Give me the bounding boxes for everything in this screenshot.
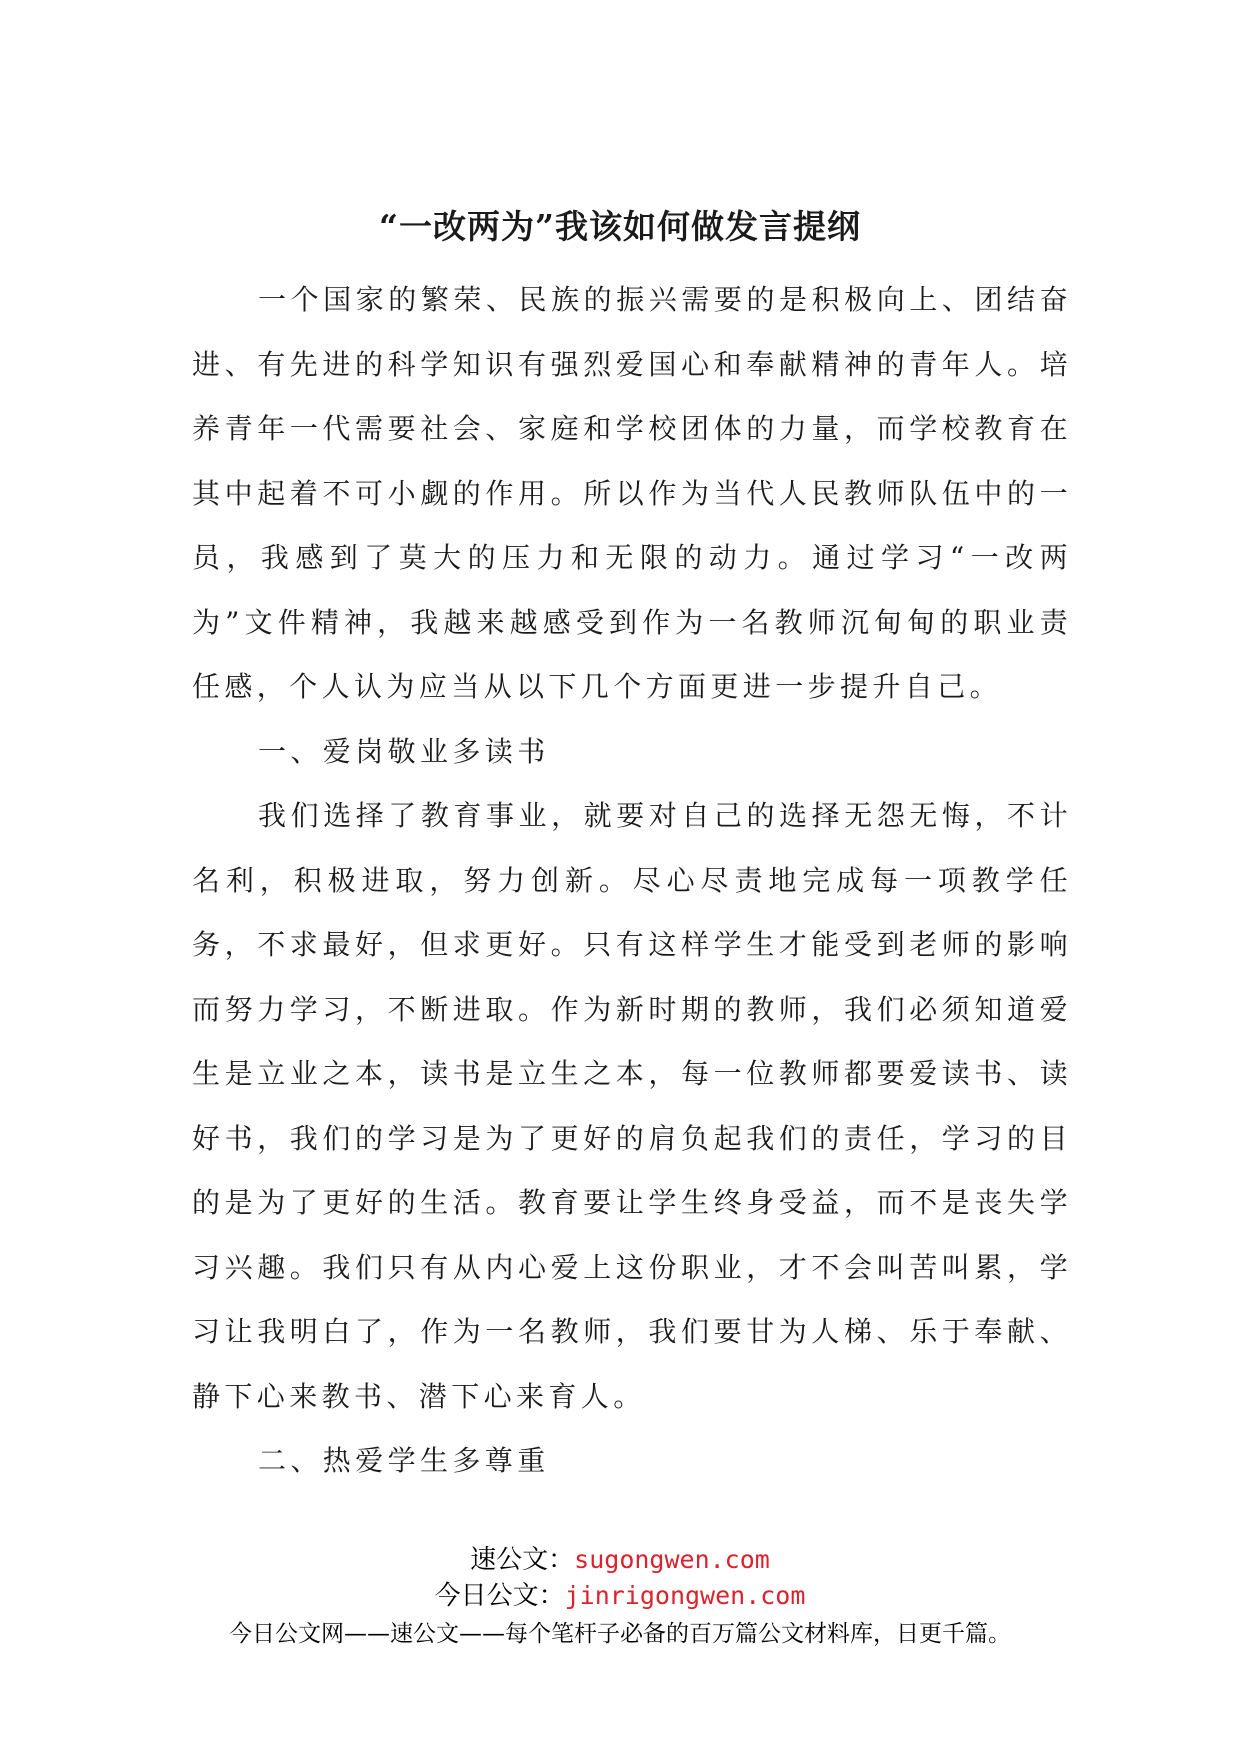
document-title: “一改两为”我该如何做发言提纲 [379,207,861,246]
paragraph-intro: 一个国家的繁荣、民族的振兴需要的是积极向上、团结奋进、有先进的科学知识有强烈爱国心和奉献精神的青年人。培养青年一代需要社会、家庭和学校团体的力量，而学校教育在其中起着不可小觑的作用。所以作为当代人民教师队伍中的一员，我感到了莫大的压力和无限的动力。通过学习“一改两为”文件精神，我越来越感受到作为一名教师沉甸甸的职业责任感，个人认为应当从以下几个方面更进一步提升自己。 [192,283,1072,703]
document-body [192,268,1072,1494]
section-heading-2: 二、热爱学生多尊重 [258,1444,550,1477]
footer-link-jinrigongwen[interactable]: jinrigongwen.com [564,1581,806,1610]
footer-line-jinrigongwen [0,1578,1240,1614]
footer-line-sugongwen [0,1542,1240,1578]
footer-label-jinrigongwen: 今日公文： [434,1581,565,1611]
footer-watermark [0,1542,1240,1654]
footer-slogan: 今日公文网——速公文——每个笔杆子必备的百万篇公文材料库，日更千篇。 [229,1621,1011,1647]
footer-label-sugongwen: 速公文： [470,1545,575,1575]
paragraph-section-1: 我们选择了教育事业，就要对自己的选择无怨无悔，不计名利，积极进取，努力创新。尽心尽责地完成每一项教学任务，不求最好，但求更好。只有这样学生才能受到老师的影响而努力学习，不断进取。作为新时期的教师，我们必须知道爱生是立业之本，读书是立生之本，每一位教师都要爱读书、读好书，我们的学习是为了更好的肩负起我们的责任，学习的目的是为了更好的生活。教育要让学生终身受益，而不是丧失学习兴趣。我们只有从内心爱上这份职业，才不会叫苦叫累，学习让我明白了，作为一名教师，我们要甘为人梯、乐于奉献、静下心来教书、潜下心来育人。 [192,799,1072,1413]
footer-link-sugongwen[interactable]: sugongwen.com [574,1545,770,1574]
section-heading-1: 一、爱岗敬业多读书 [258,734,550,768]
